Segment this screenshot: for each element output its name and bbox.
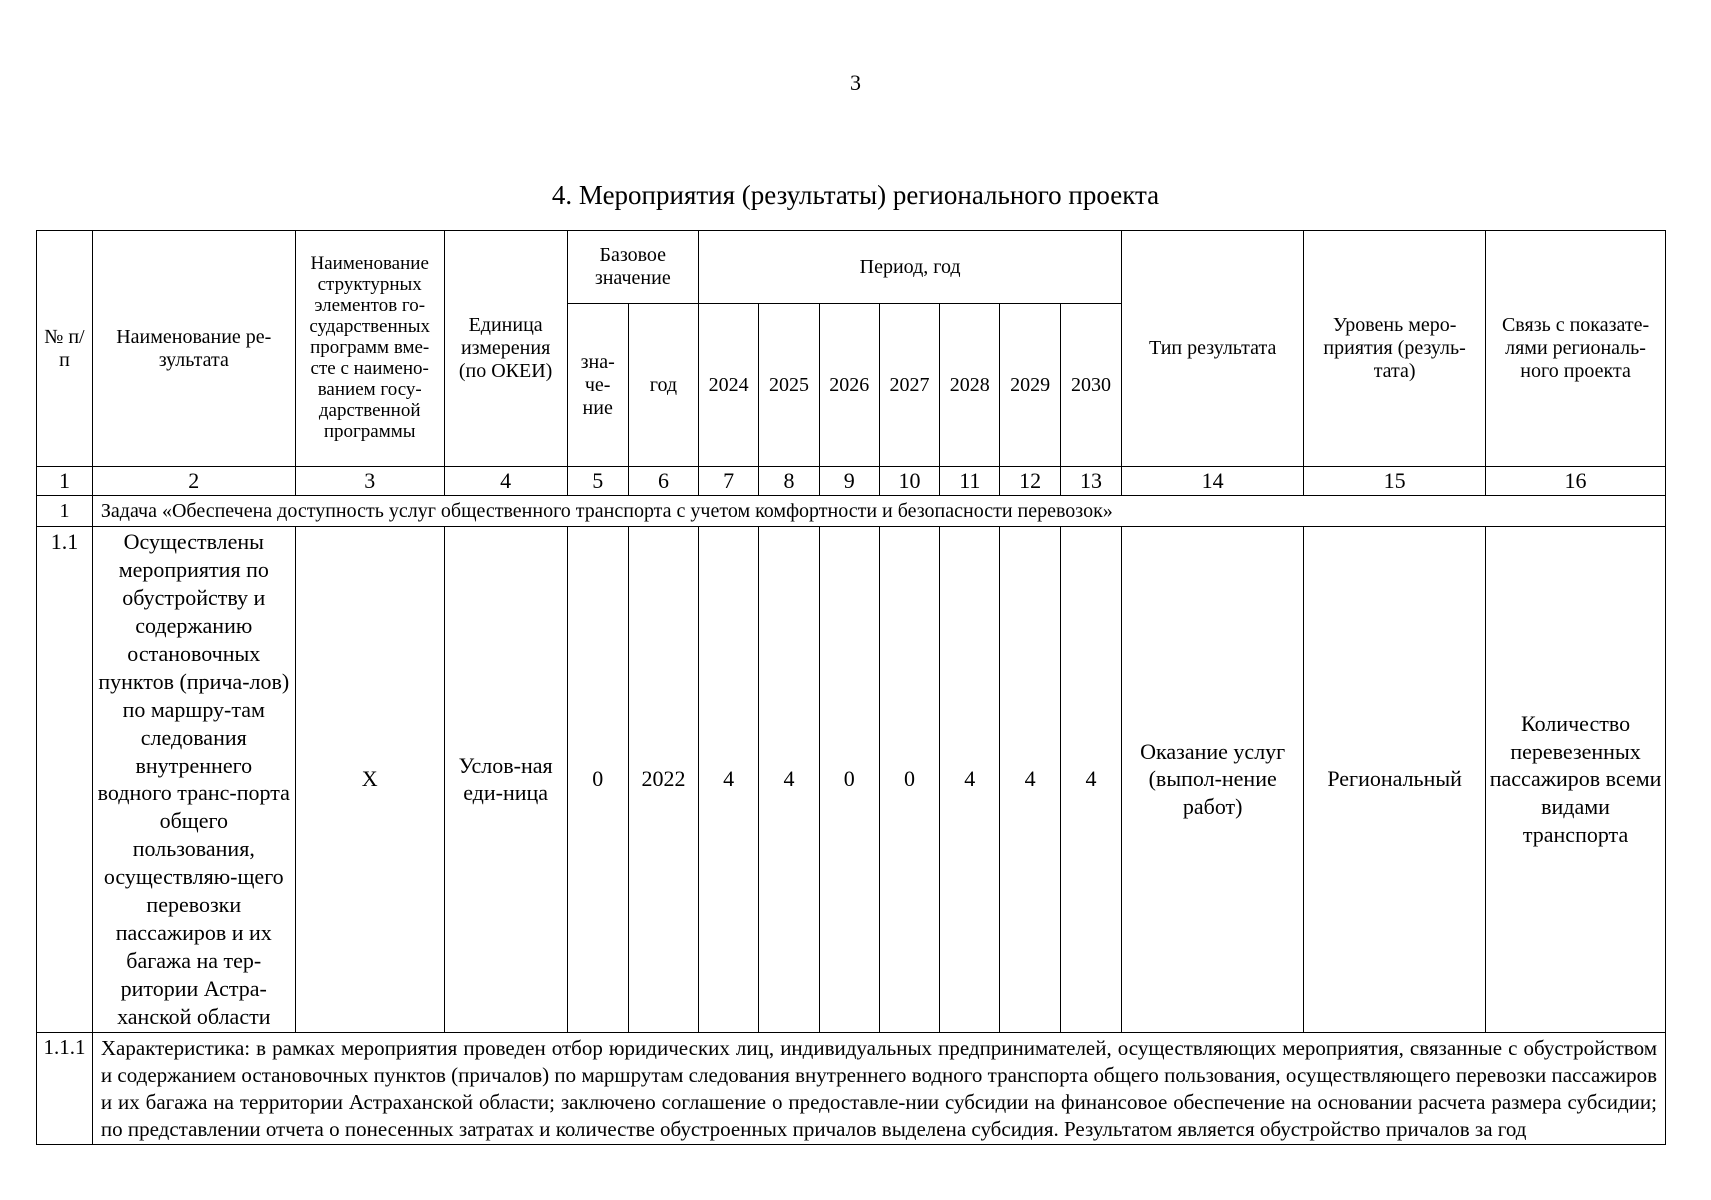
header-base-value: зна-че-ние	[567, 304, 628, 467]
result-type: Оказание услуг (выпол-нение работ)	[1122, 527, 1304, 1033]
result-level: Региональный	[1304, 527, 1486, 1033]
column-number: 9	[819, 467, 879, 496]
column-number: 1	[37, 467, 93, 496]
result-base-year: 2022	[628, 527, 698, 1033]
result-year-value: 4	[1060, 527, 1121, 1033]
task-row	[37, 496, 1666, 527]
column-number: 8	[759, 467, 819, 496]
header-row-top	[37, 231, 1666, 304]
column-number: 14	[1122, 467, 1304, 496]
result-name: Осуществлены мероприятия по обустройству и содержанию остановочных пунктов (прича-лов) по маршру-там следования внутреннего водного транс-порта общего пользования, осуществляю-щего перевозки пассажиров и их багажа на тер-ритории Астра-ханской области	[92, 527, 295, 1033]
header-base: Базовое значение	[567, 231, 699, 304]
result-base-value: 0	[567, 527, 628, 1033]
header-year: 2026	[819, 304, 879, 467]
column-number: 11	[940, 467, 1000, 496]
column-number: 7	[699, 467, 759, 496]
header-year: 2025	[759, 304, 819, 467]
result-year-value: 0	[819, 527, 879, 1033]
column-number: 2	[92, 467, 295, 496]
task-text: Задача «Обеспечена доступность услуг общественного транспорта с учетом комфортности и безопасности перевозок»	[92, 496, 1665, 527]
characteristic-row	[37, 1032, 1666, 1145]
column-number: 16	[1486, 467, 1666, 496]
column-number-row	[37, 467, 1666, 496]
column-number: 12	[1000, 467, 1060, 496]
result-structural: X	[295, 527, 444, 1033]
header-type: Тип результата	[1122, 231, 1304, 467]
characteristic-number: 1.1.1	[37, 1032, 93, 1145]
header-unit: Единица измерения (по ОКЕИ)	[444, 231, 567, 467]
result-unit: Услов-ная еди-ница	[444, 527, 567, 1033]
header-year: 2030	[1060, 304, 1121, 467]
header-period: Период, год	[699, 231, 1122, 304]
header-link: Связь с показате-лями региональ-ного проекта	[1486, 231, 1666, 467]
section-title: 4. Мероприятия (результаты) регионального проекта	[551, 180, 1160, 210]
column-number: 10	[879, 467, 939, 496]
column-number: 6	[628, 467, 698, 496]
result-year-value: 4	[699, 527, 759, 1033]
header-year: 2028	[940, 304, 1000, 467]
column-number: 5	[567, 467, 628, 496]
result-number: 1.1	[37, 527, 93, 1033]
result-year-value: 4	[759, 527, 819, 1033]
result-year-value: 4	[940, 527, 1000, 1033]
header-name: Наименование ре-зультата	[92, 231, 295, 467]
header-year: 2027	[879, 304, 939, 467]
characteristic-text: Характеристика: в рамках мероприятия проведен отбор юридических лиц, индивидуальных предпринимателей, осуществляющих мероприятия, связанные с обустройством и содержанием остановочных пунктов (причалов) по маршрутам следования внутреннего водного транспорта общего пользования, осуществляющего перевозки пассажиров и их багажа на территории Астраханской области; заключено соглашение о предоставле-нии субсидии на финансовое обеспечение на основании расчета размера субсидии; по представлении отчета о понесенных затратах и количестве обустроенных причалов выделена субсидия. Результатом является обустройство причалов за год	[92, 1032, 1665, 1145]
header-structural: Наименование структурных элементов го-сударственных программ вме-сте с наимено-ванием госу-дарственной программы	[295, 231, 444, 467]
header-year: 2029	[1000, 304, 1060, 467]
column-number: 4	[444, 467, 567, 496]
page-number: 3	[850, 70, 861, 95]
header-num: № п/п	[37, 231, 93, 467]
column-number: 3	[295, 467, 444, 496]
header-level: Уровень меро-приятия (резуль-тата)	[1304, 231, 1486, 467]
result-row	[37, 527, 1666, 1033]
results-table	[36, 230, 1666, 1145]
header-base-year: год	[628, 304, 698, 467]
result-year-value: 4	[1000, 527, 1060, 1033]
column-number: 15	[1304, 467, 1486, 496]
result-link: Количество перевезенных пассажиров всеми видами транспорта	[1486, 527, 1666, 1033]
result-year-value: 0	[879, 527, 939, 1033]
column-number: 13	[1060, 467, 1121, 496]
header-year: 2024	[699, 304, 759, 467]
task-number: 1	[37, 496, 93, 527]
